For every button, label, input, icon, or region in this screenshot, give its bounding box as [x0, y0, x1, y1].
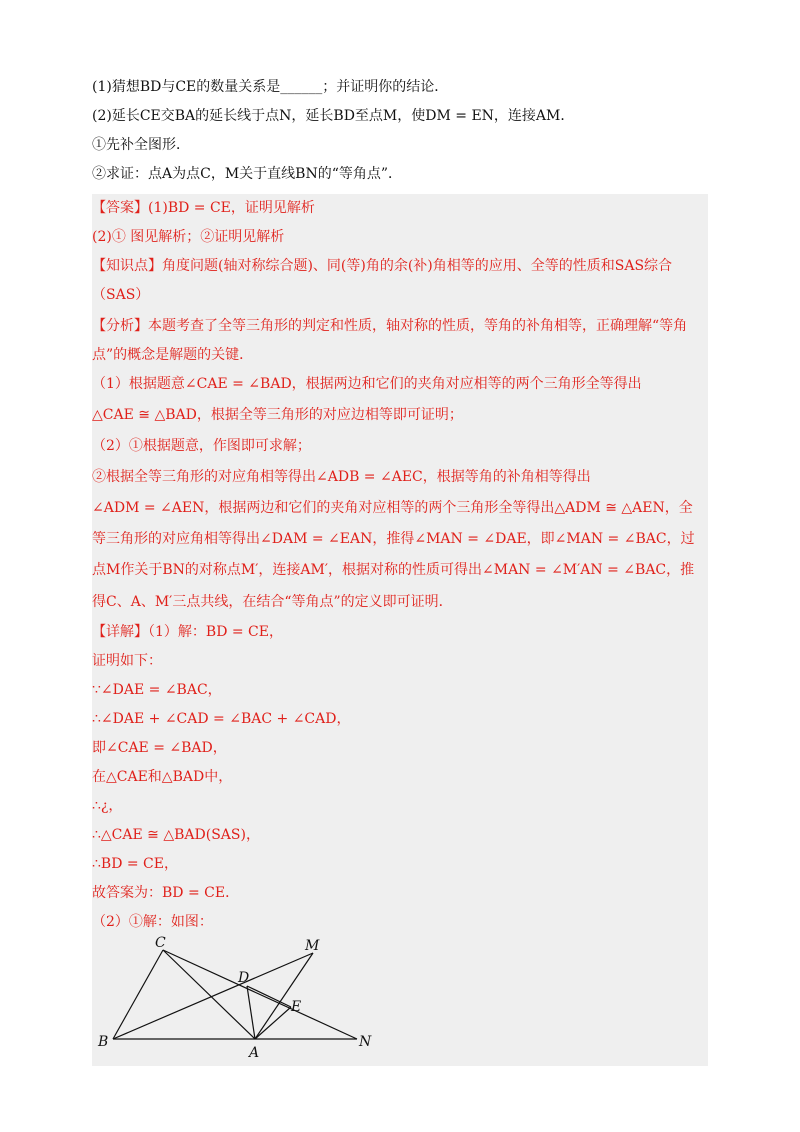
analysis-line: 得C、A、M′三点共线，在结合“等角点”的定义即可证明．: [92, 594, 453, 610]
analysis-line: ∠ADM = ∠AEN，根据两边和它们的夹角对应相等的两个三角形全等得出△ADM ≅ △AEN，全: [92, 500, 693, 516]
analysis-line: ②根据全等三角形的对应角相等得出∠ADB = ∠AEC，根据等角的补角相等得出: [92, 469, 591, 485]
label-D: D: [238, 970, 250, 986]
analysis-line: （1）根据题意∠CAE = ∠BAD，根据两边和它们的夹角对应相等的两个三角形全等得出: [92, 376, 642, 392]
detail-line: 即∠CAE = ∠BAD，: [92, 740, 227, 756]
segment-AD: [247, 986, 255, 1039]
geometry-figure: [92, 932, 708, 1066]
label-A: A: [249, 1045, 260, 1061]
label-N: N: [359, 1034, 372, 1050]
question-sub1: ①先补全图形．: [92, 137, 190, 153]
analysis-line: 点”的概念是解题的关键．: [92, 347, 254, 363]
question-sub2: ②求证：点A为点C，M关于直线BN的“等角点”．: [92, 166, 403, 182]
analysis-line: 点M作关于BN的对称点M′，连接AM′，根据对称的性质可得出∠MAN = ∠M′AN = ∠BAC，推: [92, 562, 695, 578]
analysis-line: （2）①根据题意，作图即可求解；: [92, 438, 311, 454]
detail-line: ∴¿，: [92, 798, 123, 814]
answer-line: 【答案】(1)BD = CE，证明见解析: [92, 200, 315, 216]
knowledge-point: 【知识点】角度问题(轴对称综合题)、同(等)角的余(补)角相等的应用、全等的性质和SAS综合: [92, 258, 673, 274]
detail-line: （2）①解：如图：: [92, 914, 213, 930]
label-M: M: [305, 938, 320, 954]
analysis-line: 等三角形的对应角相等得出∠DAM = ∠EAN，推得∠MAN = ∠DAE，即∠MAN = ∠BAC，过: [92, 531, 695, 547]
analysis-line: 【分析】本题考查了全等三角形的判定和性质，轴对称的性质，等角的补角相等，正确理解“等角: [92, 318, 688, 334]
detail-line: ∴∠DAE + ∠CAD = ∠BAC + ∠CAD，: [92, 711, 351, 727]
label-E: E: [291, 999, 302, 1015]
answer-line-2: (2)① 图见解析；②证明见解析: [92, 229, 285, 245]
detail-line: 在△CAE和△BAD中，: [92, 769, 233, 785]
segment-CA: [163, 950, 255, 1039]
label-B: B: [98, 1034, 109, 1050]
detail-line: ∴△CAE ≅ △BAD(SAS)，: [92, 827, 260, 843]
detail-line: 证明如下：: [92, 653, 162, 669]
question-part2: (2)延长CE交BA的延长线于点N，延长BD至点M，使DM = EN，连接AM．: [92, 108, 575, 124]
segment-BM: [113, 953, 313, 1039]
label-C: C: [155, 935, 166, 951]
detail-line: ∵∠DAE = ∠BAC，: [92, 682, 222, 698]
detail-line: ∴BD = CE，: [92, 856, 178, 872]
analysis-line: △CAE ≅ △BAD，根据全等三角形的对应边相等即可证明；: [92, 407, 463, 423]
detail-line: 【详解】（1）解：BD = CE，: [92, 624, 283, 640]
detail-line: 故答案为：BD = CE．: [92, 885, 240, 901]
segment-DE: [247, 986, 291, 1007]
segment-CN: [163, 950, 357, 1039]
question-part1: (1)猜想BD与CE的数量关系是______；并证明你的结论．: [92, 79, 449, 95]
segment-BC: [113, 950, 163, 1039]
knowledge-point-cont: （SAS）: [92, 287, 150, 303]
